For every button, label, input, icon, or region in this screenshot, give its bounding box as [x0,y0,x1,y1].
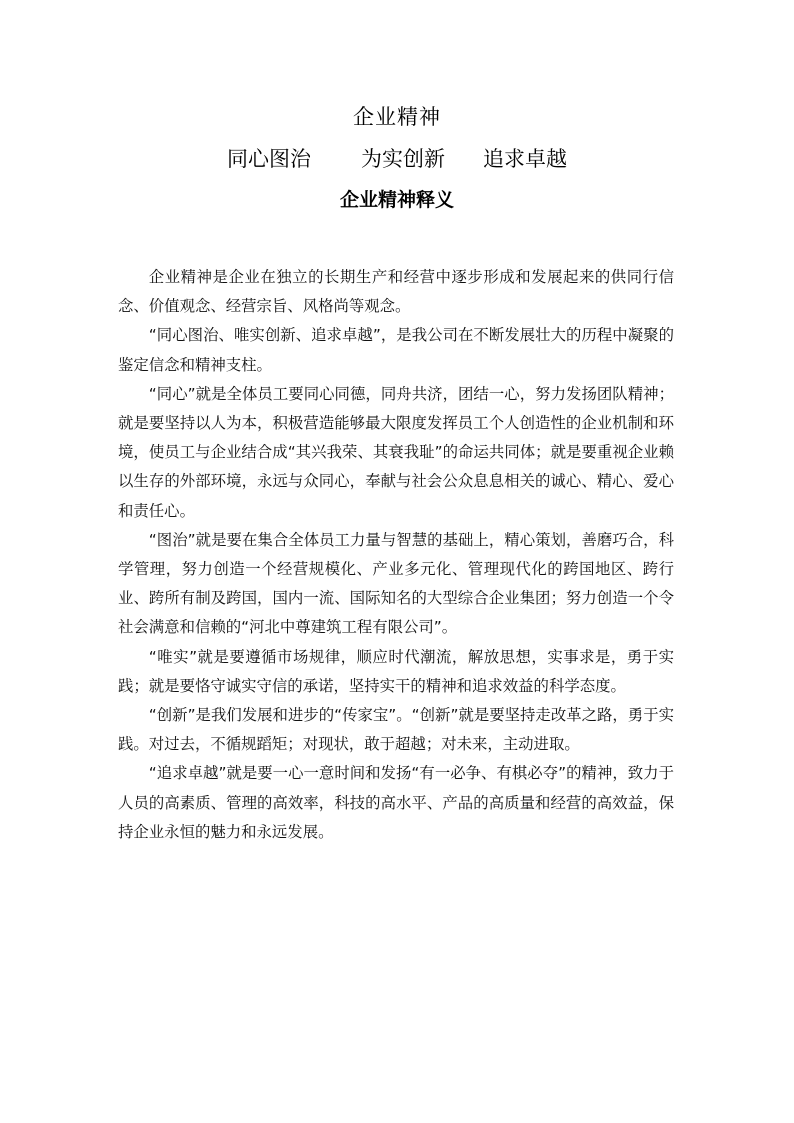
paragraph-definition: 企业精神是企业在独立的长期生产和经营中逐步形成和发展起来的供同行信念、价值观念、经营宗旨、风格尚等观念。 [118,268,674,316]
paragraph-chuangxin: “创新”是我们发展和进步的“传家宝”。“创新”就是要坚持走改革之路，勇于实践。对过去，不循规蹈矩；对现状，敢于超越；对未来，主动进取。 [118,706,674,754]
paragraph-weishi: “唯实”就是要遵循市场规律，顺应时代潮流，解放思想，实事求是，勇于实践；就是要恪守诚实守信的承诺，坚持实干的精神和追求效益的科学态度。 [118,647,674,695]
motto-phrase-2: 为实创新 [361,147,445,171]
document-subtitle: 企业精神释义 [339,189,454,211]
paragraph-tongxin: “同心”就是全体员工要同心同德，同舟共济，团结一心，努力发扬团队精神；就是要坚持以人为本，积极营造能够最大限度发挥员工个人创造性的企业机制和环境，使员工与企业结合成“其兴我荣、其衰我耻”的命运共同体；就是要重视企业赖以生存的外部环境，永远与众同心，奉献与社会公众息息相关的诚心、精心、爱心和责任心。 [118,384,674,520]
motto-phrase-3: 追求卓越 [483,147,567,171]
document-body [118,263,674,847]
paragraph-motto-intro: “同心图治、唯实创新、追求卓越”，是我公司在不断发展壮大的历程中凝聚的鉴定信念和精神支柱。 [118,326,674,374]
paragraph-zhuiqiu-zhuoyue: “追求卓越”就是要一心一意时间和发扬“有一必争、有棋必夺”的精神，致力于人员的高素质、管理的高效率，科技的高水平、产品的高质量和经营的高效益，保持企业永恒的魅力和永远发展。 [118,764,674,841]
motto-line [0,145,794,173]
motto-phrase-1: 同心图治 [227,147,311,171]
paragraph-tuzhi: “图治”就是要在集合全体员工力量与智慧的基础上，精心策划，善磨巧合，科学管理，努力创造一个经营规模化、产业多元化、管理现代化的跨国地区、跨行业、跨所有制及跨国，国内一流、国际知名的大型综合企业集团；努力创造一个令社会满意和信赖的“河北中尊建筑工程有限公司”。 [118,530,674,637]
document-title: 企业精神 [353,105,441,129]
